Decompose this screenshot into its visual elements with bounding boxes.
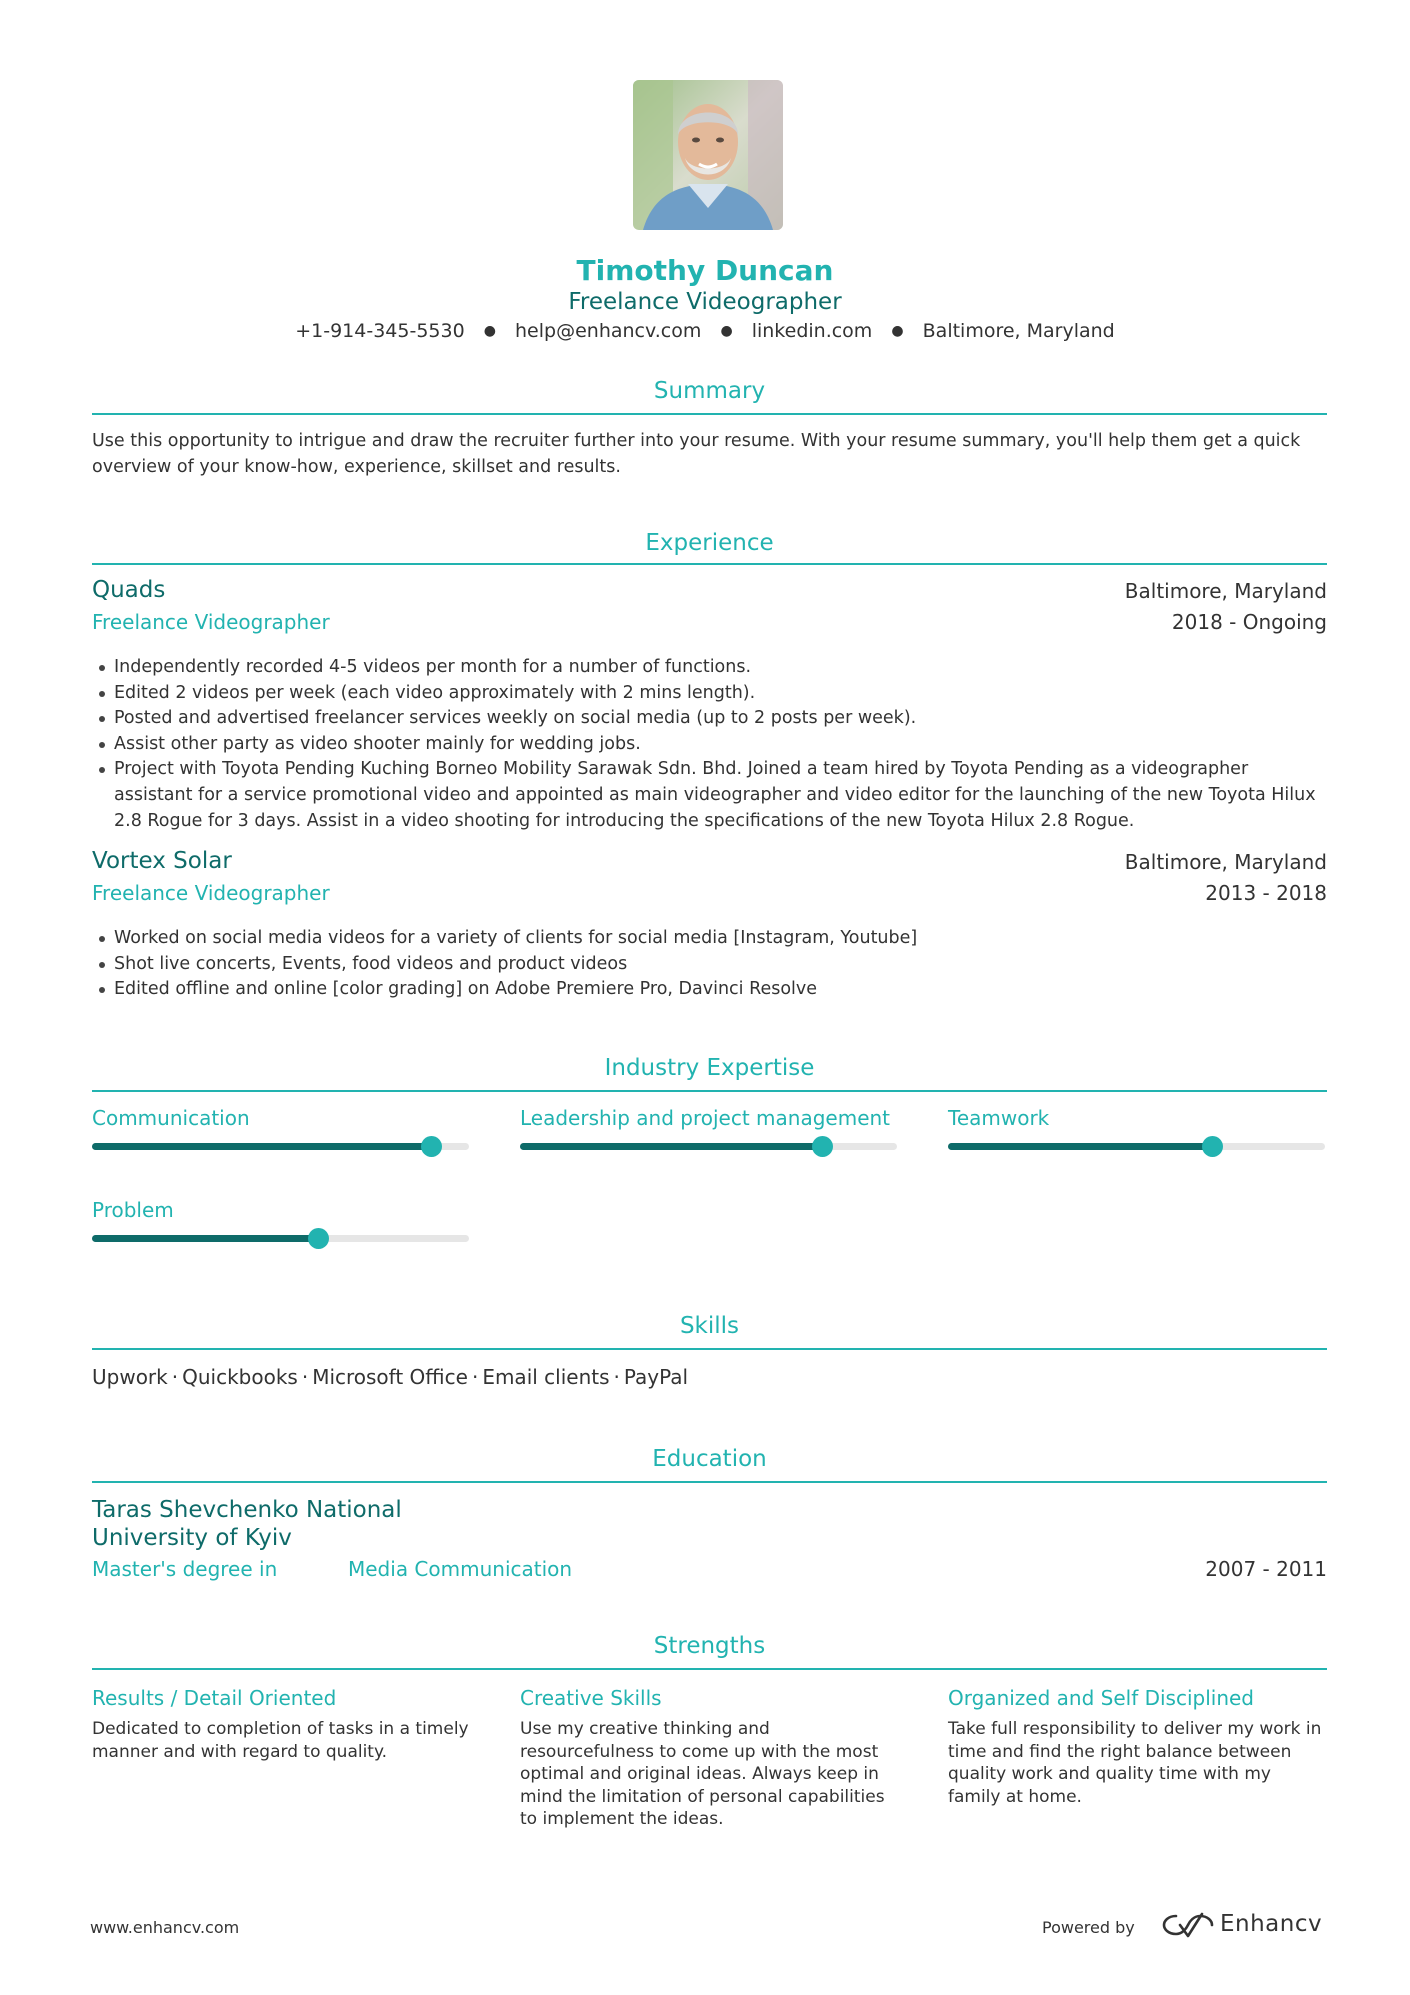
profile-photo — [633, 80, 783, 230]
experience-heading: Experience — [645, 530, 774, 556]
job-location: Baltimore, Maryland — [1124, 850, 1327, 874]
section-divider — [92, 1348, 1327, 1350]
job-location: Baltimore, Maryland — [1124, 579, 1327, 603]
job-role: Freelance Videographer — [92, 610, 330, 634]
expertise-bar-knob — [308, 1228, 329, 1249]
expertise-bar-knob — [421, 1136, 442, 1157]
separator-dot-icon: ● — [891, 323, 904, 339]
field-of-study: Media Communication — [348, 1557, 573, 1581]
job-dates: 2018 - Ongoing — [1171, 610, 1327, 634]
expertise-bar-fill — [520, 1143, 822, 1150]
summary-text: Use this opportunity to intrigue and draw the recruiter further into your resume. With your resume summary, you'll help them get a quick overview of your know-how, experience, skillset and results. — [92, 431, 1301, 477]
separator-dot-icon: ● — [483, 323, 496, 339]
expertise-bar — [948, 1143, 1325, 1150]
expertise-item — [92, 1106, 469, 1166]
section-divider — [92, 413, 1327, 415]
expertise-bar-fill — [948, 1143, 1212, 1150]
strength-desc: Take full responsibility to deliver my work in time and find the right balance between quality work and quality time with my family at home. — [948, 1719, 1322, 1807]
expertise-bar-fill — [92, 1235, 318, 1242]
strength-desc: Dedicated to completion of tasks in a timely manner and with regard to quality. — [92, 1719, 469, 1762]
list-item: Worked on social media videos for a variety of clients for social media [Instagram, Youtube] — [92, 926, 1332, 952]
expertise-bar-knob — [1202, 1136, 1223, 1157]
strength-item — [92, 1686, 472, 1763]
job-bullets — [92, 655, 1332, 834]
skill-item: Microsoft Office — [312, 1365, 468, 1389]
expertise-bar-knob — [812, 1136, 833, 1157]
footer-brand[interactable]: Enhancv — [1220, 1911, 1323, 1937]
strength-title: Results / Detail Oriented — [92, 1686, 337, 1710]
list-item: Edited 2 videos per week (each video approximately with 2 mins length). — [92, 681, 1332, 707]
strength-title: Organized and Self Disciplined — [948, 1686, 1255, 1710]
expertise-bar — [92, 1143, 469, 1150]
education-dates: 2007 - 2011 — [1205, 1557, 1327, 1581]
strengths-heading: Strengths — [653, 1633, 766, 1659]
company-name: Vortex Solar — [92, 848, 232, 874]
strength-title: Creative Skills — [520, 1686, 662, 1710]
strength-item — [520, 1686, 900, 1831]
company-name: Quads — [92, 577, 166, 603]
skill-item: PayPal — [623, 1365, 689, 1389]
skill-item: Email clients — [482, 1365, 610, 1389]
section-divider — [92, 563, 1327, 565]
location: Baltimore, Maryland — [922, 320, 1115, 342]
list-item: Independently recorded 4-5 videos per month for a number of functions. — [92, 655, 1332, 681]
expertise-label: Teamwork — [948, 1106, 1050, 1130]
list-item: Edited offline and online [color grading] on Adobe Premiere Pro, Davinci Resolve — [92, 977, 1332, 1003]
school-name: Taras Shevchenko National University of Kyiv — [92, 1497, 402, 1551]
footer-website[interactable]: www.enhancv.com — [90, 1918, 240, 1937]
job-dates: 2013 - 2018 — [1205, 881, 1327, 905]
expertise-item — [520, 1106, 897, 1166]
strength-item — [948, 1686, 1328, 1808]
candidate-name: Timothy Duncan — [576, 254, 834, 287]
expertise-label: Problem — [92, 1198, 174, 1222]
skill-item: Upwork — [92, 1365, 168, 1389]
strength-desc: Use my creative thinking and resourcefulness to come up with the most optimal and original ideas. Always keep in mind the limitation of personal capabilities to implement the ideas. — [520, 1719, 885, 1830]
expertise-label: Communication — [92, 1106, 250, 1130]
skill-separator: · — [613, 1365, 620, 1389]
expertise-heading: Industry Expertise — [604, 1055, 815, 1081]
candidate-title: Freelance Videographer — [568, 289, 842, 315]
job-bullets — [92, 926, 1332, 1003]
skill-item: Quickbooks — [182, 1365, 298, 1389]
skills-heading: Skills — [679, 1313, 740, 1339]
footer-powered-by: Powered by — [1042, 1918, 1135, 1937]
summary-heading: Summary — [653, 378, 766, 404]
expertise-bar — [92, 1235, 469, 1242]
section-divider — [92, 1481, 1327, 1483]
phone[interactable]: +1-914-345-5530 — [295, 320, 465, 342]
expertise-bar-fill — [92, 1143, 431, 1150]
skill-separator: · — [171, 1365, 179, 1389]
degree: Master's degree in — [92, 1557, 278, 1581]
email[interactable]: help@enhancv.com — [515, 320, 702, 342]
expertise-item — [948, 1106, 1325, 1166]
skill-separator: · — [301, 1365, 309, 1389]
expertise-item — [92, 1198, 469, 1258]
expertise-bar — [520, 1143, 897, 1150]
education-heading: Education — [652, 1446, 767, 1472]
job-role: Freelance Videographer — [92, 881, 330, 905]
linkedin[interactable]: linkedin.com — [751, 320, 873, 342]
contact-line — [0, 320, 1410, 342]
section-divider — [92, 1090, 1327, 1092]
list-item: Project with Toyota Pending Kuching Borneo Mobility Sarawak Sdn. Bhd. Joined a team hired by Toyota Pending as a videographer assistant for a service promotional video and appointed as main videographer and video editor for the launching of the new Toyota Hilux 2.8 Rogue for 3 days. Assist in a video shooting for introducing the specifications of the new Toyota Hilux 2.8 Rogue. — [92, 757, 1332, 834]
skill-separator: · — [471, 1365, 479, 1389]
expertise-label: Leadership and project management — [520, 1106, 891, 1130]
list-item: Shot live concerts, Events, food videos and product videos — [92, 952, 1332, 978]
enhancv-logo-icon — [1162, 1910, 1214, 1940]
section-divider — [92, 1668, 1327, 1670]
list-item: Posted and advertised freelancer services weekly on social media (up to 2 posts per week). — [92, 706, 1332, 732]
list-item: Assist other party as video shooter mainly for wedding jobs. — [92, 732, 1332, 758]
separator-dot-icon: ● — [720, 323, 733, 339]
skills-list — [92, 1365, 688, 1389]
